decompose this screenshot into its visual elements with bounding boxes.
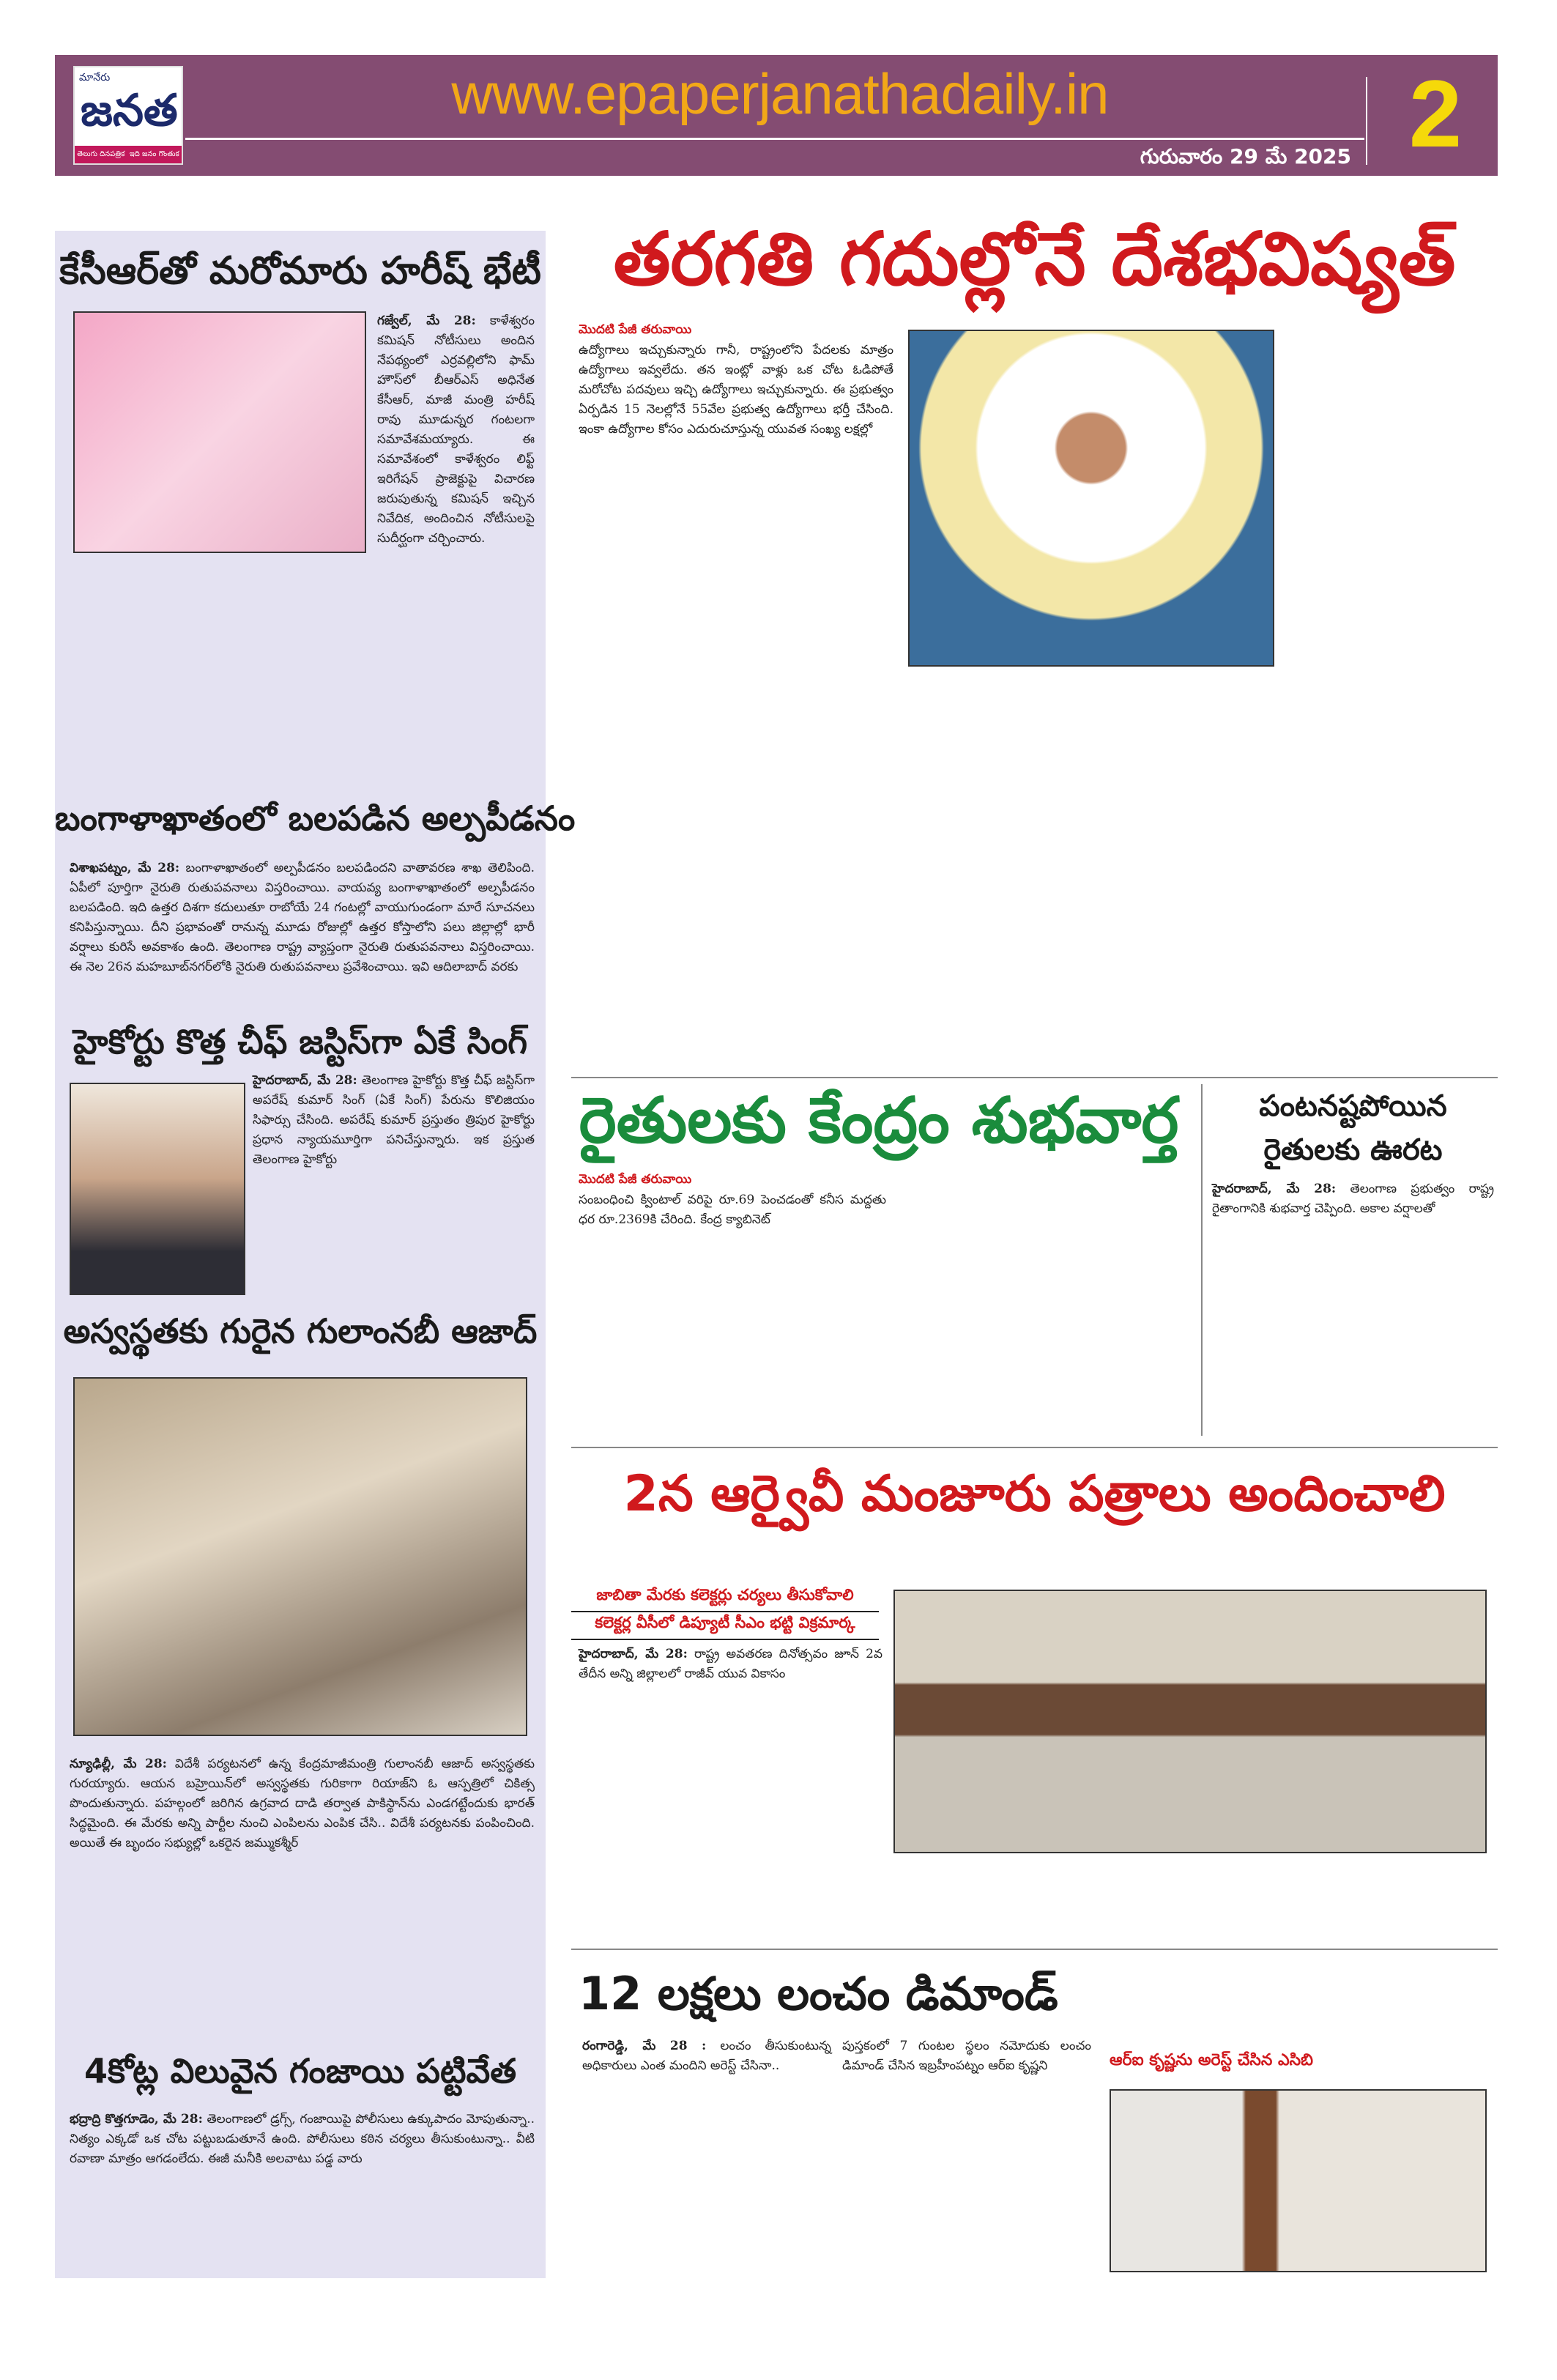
croploss-dateline: హైదరాబాద్, మే 28: <box>1212 1182 1337 1196</box>
kcr-article-body <box>377 311 535 553</box>
croploss-headline-line2: రైతులకు ఊరట <box>1263 1133 1443 1167</box>
farmers-article-body <box>579 1190 886 1230</box>
ryv-article-body <box>579 1645 882 1684</box>
ganja-headline[interactable]: 4కోట్ల విలువైన గంజాయి పట్టివేత <box>83 2051 516 2091</box>
ryv-dateline: హైదరాబాద్, మే 28: <box>579 1647 688 1661</box>
lead-article-body <box>579 341 893 440</box>
lead-headline[interactable]: తరగతి గదుల్లోనే దేశభవిష్యత్ <box>613 216 1456 302</box>
logo-tag-left: తెలుగు దినపత్రిక <box>77 150 125 158</box>
logo-tag-right: ఇది జనం గొంతుక <box>129 150 179 158</box>
justice-ak-singh-photo <box>70 1083 245 1295</box>
azad-hospital-photo <box>73 1377 527 1736</box>
kcr-dateline: గజ్వేల్, మే 28: <box>377 314 476 328</box>
kcr-harish-photo <box>73 311 366 553</box>
bribe-dateline: రంగారెడ్డి, మే 28 : <box>582 2039 707 2053</box>
website-url[interactable]: www.epaperjanathadaily.in <box>451 62 1109 126</box>
bengal-dateline: విశాఖపట్నం, మే 28: <box>70 861 180 875</box>
bengal-article-body <box>70 859 535 977</box>
section-divider <box>571 1077 1498 1078</box>
highcourt-article-body <box>253 1071 535 1170</box>
azad-article-body <box>70 1754 535 1853</box>
bribe-article-body-col2 <box>842 2036 1091 2076</box>
croploss-article-body <box>1212 1179 1494 1219</box>
azad-dateline: న్యూఢిల్లీ, మే 28: <box>70 1757 167 1771</box>
cm-speech-photo <box>908 330 1274 667</box>
croploss-headline[interactable] <box>1208 1084 1498 1172</box>
collectors-vc-photo <box>893 1590 1487 1853</box>
ryv-body-text: రాష్ట్ర అవతరణ దినోత్సవం జూన్ 2వ తేదీన అన్ని జిల్లాలలో రాజీవ్ యువ వికాసం <box>579 1647 882 1681</box>
ganja-article-body <box>70 2110 535 2169</box>
azad-body-text: విదేశీ పర్యటనలో ఉన్న కేంద్రమాజీమంత్రి గులాంనబీ ఆజాద్ అస్వస్థతకు గురయ్యారు. ఆయన బహ్రెయిన్‌లో అస్వస్థతకు గురికాగా రియాజ్‌ని ఓ ఆస్పత్రిలో చికిత్స పొందుతున్నారు. పహల్గంలో జరిగిన ఉగ్రవాద దాడి తర్వాత పాకిస్థాన్‌ను ఎండగట్టేందుకు భారత్ సిద్ధమైంది. ఈ మేరకు అన్ని పార్టీల నుంచి ఎంపిలను ఎంపిక చేసి.. విదేశీ పర్యటనకు పంపించింది. అయితే ఈ బృందం సభ్యుల్లో ఒకరైన జమ్ముకశ్మీర్ <box>70 1757 535 1850</box>
masthead-vertical-divider <box>1366 77 1367 165</box>
croploss-headline-line1: పంటనష్టపోయిన <box>1259 1089 1447 1123</box>
ryv-subhead-2: కలెక్టర్ల వీసీలో డిప్యూటీ సీఎం భట్టి విక్రమార్క <box>571 1614 879 1640</box>
ri-krishna-arrest-photo <box>1110 2089 1487 2272</box>
logo-name: జనత <box>81 85 178 136</box>
ryv-headline[interactable]: 2న ఆర్వైవీ మంజూరు పత్రాలు అందించాలి <box>623 1465 1446 1523</box>
croploss-body-text: తెలంగాణ ప్రభుత్వం రాష్ట్ర రైతాంగానికి శుభవార్త చెప్పింది. అకాల వర్షాలతో <box>1212 1182 1494 1216</box>
page-number: 2 <box>1408 60 1463 167</box>
logo-tagline <box>75 146 182 163</box>
lead-body-text: ఉద్యోగాలు ఇచ్చుకున్నారు గానీ, రాష్ట్రంలోని పేదలకు మాత్రం ఉద్యోగాలు ఇవ్వలేదు. తన ఇంట్లో వాళ్లు ఒక చోట ఓడిపోతే మరోచోట పదవులు ఇచ్చి ఉద్యోగాలు ఇచ్చుకున్నారు. ఈ ప్రభుత్వం ఏర్పడిన 15 నెలల్లోనే 55వేల ప్రభుత్వ ఉద్యోగాలు భర్తీ చేసింది. ఇంకా ఉద్యోగాల కోసం ఎదురుచూస్తున్న యువత సంఖ్య లక్షల్లో <box>579 343 893 437</box>
masthead-divider <box>185 138 1364 140</box>
masthead <box>55 55 1498 176</box>
bengal-body-text: బంగాళాఖాతంలో అల్పపీడనం బలపడిందని వాతావరణ శాఖ తెలిపింది. ఏపీలో పూర్తిగా నైరుతి రుతుపవనాలు విస్తరించాయి. వాయవ్య బంగాళాఖాతంలో అల్పపీడనం బలపడింది. ఇది ఉత్తర దిశగా కదులుతూ రాబోయే 24 గంటల్లో వాయుగుండంగా మారే సూచనలు కనిపిస్తున్నాయి. దీని ప్రభావంతో రానున్న మూడు రోజుల్లో ఉత్తర కోస్తాలోని పలు జిల్లాల్లో భారీ వర్షాలు కురిసే అవకాశం ఉంది. తెలంగాణ రాష్ట్ర వ్యాప్తంగా నైరుతి రుతుపవనాలు విస్తరించాయి. ఈ నెల 26న మహబూబ్‌నగర్‌లోకి నైరుతి రుతుపవనాలు ప్రవేశించాయి. ఇవి ఆదిలాబాద్ వరకు <box>70 861 535 974</box>
kcr-headline[interactable]: కేసీఆర్‌తో మరోమారు హరీష్ భేటీ <box>59 249 541 293</box>
highcourt-dateline: హైదరాబాద్, మే 28: <box>253 1073 357 1088</box>
issue-date: గురువారం 29 మే 2025 <box>1140 144 1351 168</box>
lead-kicker: మొదటి పేజీ తరువాయి <box>579 322 692 337</box>
highcourt-headline[interactable]: హైకోర్టు కొత్త చీఫ్ జస్టిస్‌గా ఏకే సింగ్ <box>73 1022 528 1061</box>
ryv-subhead-1: జాబితా మేరకు కలెక్టర్లు చర్యలు తీసుకోవాలి <box>571 1586 879 1612</box>
acb-photo-caption: ఆర్ఐ కృష్ణను అరెస్ట్ చేసిన ఎసిబి <box>1110 2051 1314 2069</box>
section-divider <box>571 1447 1498 1448</box>
kcr-body-text: కాళేశ్వరం కమిషన్ నోటీసులు అందిన నేపథ్యంలో ఎర్రవల్లిలోని ఫామ్ హౌస్‌లో బీఆర్ఎస్ అధినేత కేసీఆర్, మాజీ మంత్రి హరీష్ రావు మూడున్నర గంటలగా సమావేశమయ్యారు. ఈ సమావేశంలో కాళేశ్వరం లిఫ్ట్ ఇరిగేషన్ ప్రాజెక్టుపై విచారణ జరుపుతున్న కమిషన్ ఇచ్చిన నివేదిక, అందించిన నోటీసులపై సుదీర్ఘంగా చర్చించారు. <box>377 314 535 546</box>
ganja-body-text: తెలంగాణలో డ్రగ్స్, గంజాయిపై పోలీసులు ఉక్కుపాదం మోపుతున్నా.. నిత్యం ఎక్కడో ఒక చోట పట్టుబడుతూనే ఉంది. పోలీసులు కఠిన చర్యలు తీసుకుంటున్నా.. వీటి రవాణా మాత్రం ఆగడంలేదు. ఈజీ మనీకి అలవాటు పడ్డ వారు <box>70 2112 535 2166</box>
bribe-headline[interactable]: 12 లక్షలు లంచం డిమాండ్ <box>579 1967 1058 2020</box>
azad-headline[interactable]: అస్వస్థతకు గురైన గులాంనబీ ఆజాద్ <box>63 1311 538 1351</box>
farmers-headline[interactable]: రైతులకు కేంద్రం శుభవార్త <box>579 1084 1179 1157</box>
newspaper-logo[interactable] <box>73 66 183 165</box>
farmers-body-text: సంబంధించి క్వింటాల్ వరిపై రూ.69 పెంచడంతో కనీస మద్దతు ధర రూ.2369కి చేరింది. కేంద్ర క్యాబినెట్ <box>579 1193 886 1227</box>
bengal-headline[interactable]: బంగాళాఖాతంలో బలపడిన అల్పపీడనం <box>55 798 576 838</box>
farmers-kicker: మొదటి పేజీ తరువాయి <box>579 1172 692 1187</box>
ganja-dateline: భద్రాద్రి కొత్తగూడెం, మే 28: <box>70 2112 203 2127</box>
section-divider <box>571 1949 1498 1950</box>
bribe-body-text-2: పుస్తకంలో 7 గుంటల స్థలం నమోదుకు లంచం డిమాండ్ చేసిన ఇబ్రహీంపట్నం ఆర్ఐ కృష్ణని <box>842 2039 1091 2073</box>
column-divider <box>1201 1084 1203 1436</box>
bribe-article-body-col1 <box>582 2036 831 2076</box>
bribe-body-text-1: లంచం తీసుకుంటున్న అధికారులు ఎంత మందిని అరెస్ట్ చేసినా.. <box>582 2039 831 2073</box>
highcourt-body-text: తెలంగాణ హైకోర్టు కొత్త చీఫ్ జస్టిస్‌గా అపరేష్ కుమార్ సింగ్ (ఏకే సింగ్) పేరును కొలిజియం సిఫార్సు చేసింది. అపరేష్ కుమార్ ప్రస్తుతం త్రిపుర హైకోర్టు ప్రధాన న్యాయమూర్తిగా పనిచేస్తున్నారు. ఇక ప్రస్తుత తెలంగాణ హైకోర్టు <box>253 1073 535 1167</box>
logo-top-text: మానేరు <box>79 72 111 84</box>
